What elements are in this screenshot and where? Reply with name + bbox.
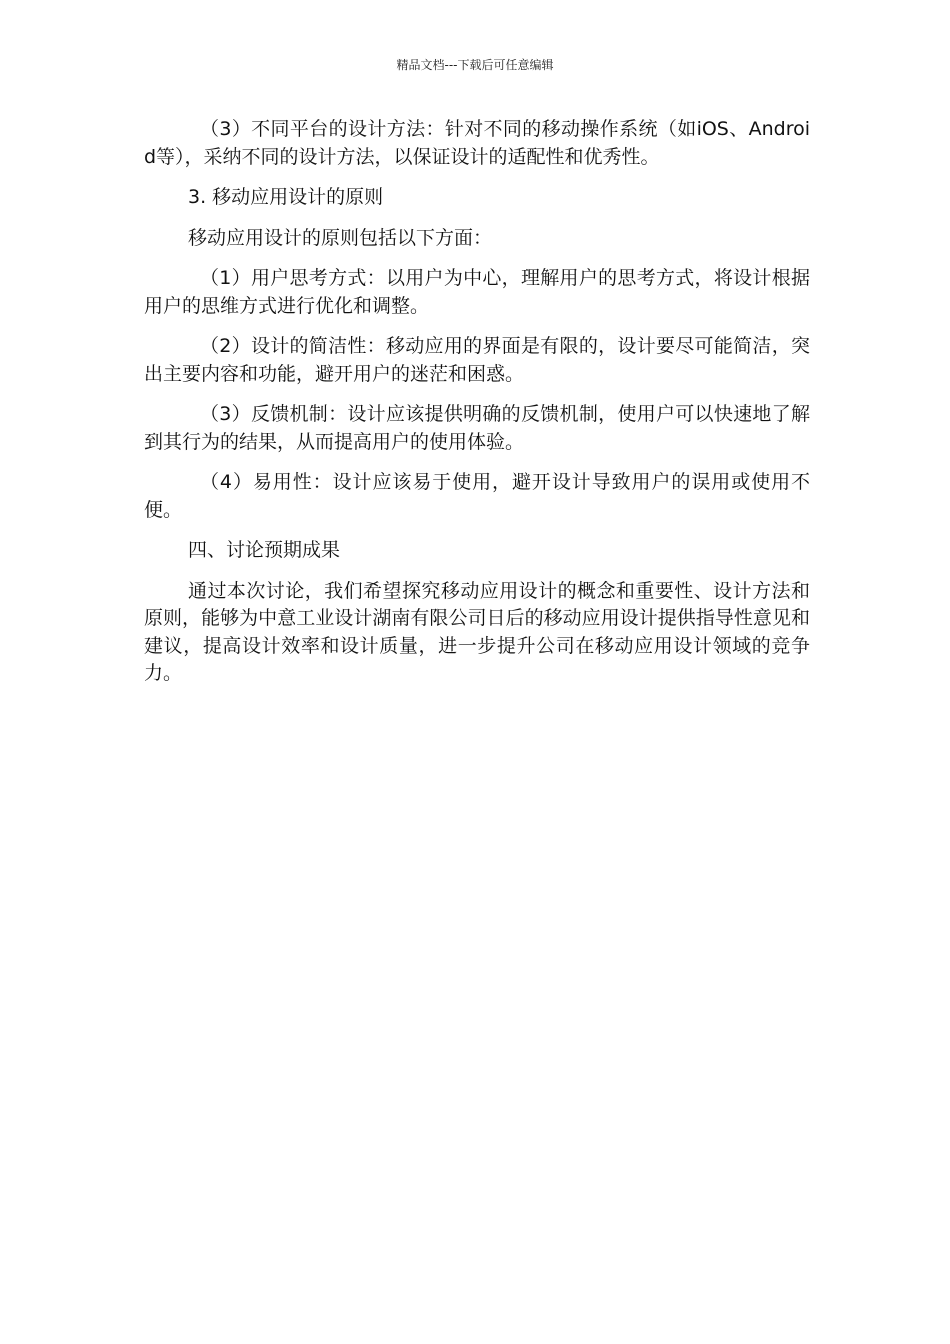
paragraph-feedback: （3）反馈机制：设计应该提供明确的反馈机制，使用户可以快速地了解到其行为的结果，从而提高用户的使用体验。 — [144, 403, 810, 453]
section-heading-expected-results: 四、讨论预期成果 — [188, 539, 341, 561]
page-header: 精品文档---下载后可任意编辑 — [396, 58, 554, 72]
paragraph-principles-intro: 移动应用设计的原则包括以下方面： — [188, 226, 493, 249]
paragraph-platform-methods: （3）不同平台的设计方法：针对不同的移动操作系统（如iOS、Android等），采纳不同的设计方法，以保证设计的适配性和优秀性。 — [144, 118, 810, 168]
paragraph-usability: （4）易用性：设计应该易于使用，避开设计导致用户的误用或使用不便。 — [144, 471, 810, 521]
paragraph-simplicity: （2）设计的简洁性：移动应用的界面是有限的，设计要尽可能简洁，突出主要内容和功能，避开用户的迷茫和困惑。 — [144, 335, 810, 385]
paragraph-expected-results: 通过本次讨论，我们希望探究移动应用设计的概念和重要性、设计方法和原则，能够为中意工业设计湖南有限公司日后的移动应用设计提供指导性意见和建议，提高设计效率和设计质量，进一步提升公司在移动应用设计领域的竞争力。 — [144, 579, 810, 684]
paragraph-user-thinking: （1）用户思考方式：以用户为中心，理解用户的思考方式，将设计根据用户的思维方式进行优化和调整。 — [144, 267, 810, 317]
section-heading-principles: 3. 移动应用设计的原则 — [188, 186, 384, 208]
document-body — [144, 116, 810, 701]
